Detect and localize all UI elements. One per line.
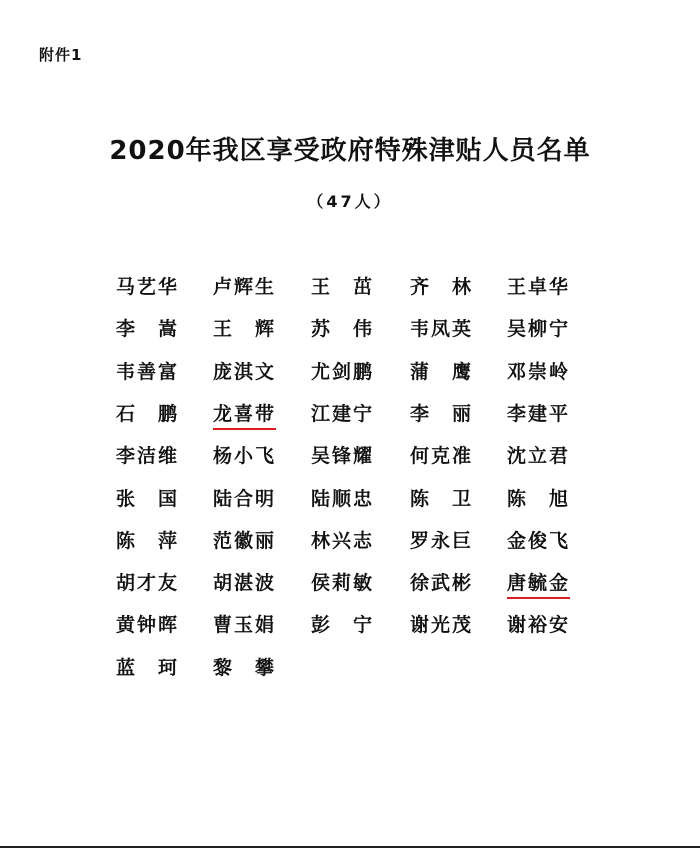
name-entry: 吴柳宁 [507,318,571,340]
name-entry: 胡才友 [116,572,180,594]
name-entry: 彭 宁 [311,614,375,636]
name-entry: 何克准 [410,445,474,467]
page-subtitle: （47人） [307,192,393,211]
name-entry: 范徽丽 [213,530,277,552]
name-entry: 曹玉娟 [213,614,277,636]
name-entry: 石 鹏 [116,403,180,425]
name-entry: 侯莉敏 [311,572,375,594]
name-entry: 张 国 [116,488,180,510]
name-entry: 蒲 鹰 [410,361,474,383]
name-entry: 苏 伟 [311,318,375,340]
attachment-label: 附件1 [39,46,83,64]
name-entry: 卢辉生 [213,276,277,298]
name-entry: 金俊飞 [507,530,571,552]
name-entry: 陈 旭 [507,488,571,510]
name-entry: 陈 卫 [410,488,474,510]
name-entry: 陈 萍 [116,530,180,552]
name-entry: 邓崇岭 [507,361,571,383]
name-entry: 王 辉 [213,318,277,340]
name-entry: 李建平 [507,403,571,425]
name-entry: 林兴志 [311,530,375,552]
name-entry: 韦善富 [116,361,180,383]
name-entry: 胡湛波 [213,572,277,594]
name-entry: 尤剑鹏 [311,361,375,383]
name-entry: 李洁维 [116,445,180,467]
name-entry: 罗永巨 [410,530,474,552]
name-entry: 李 嵩 [116,318,180,340]
name-entry: 黄钟晖 [116,614,180,636]
name-entry: 黎 攀 [213,657,277,679]
name-entry: 谢裕安 [507,614,571,636]
name-entry: 齐 林 [410,276,474,298]
name-entry: 吴锋耀 [311,445,375,467]
name-entry: 谢光茂 [410,614,474,636]
name-entry: 马艺华 [116,276,180,298]
name-entry: 庞淇文 [213,361,277,383]
name-entry: 王卓华 [507,276,571,298]
name-entry: 唐毓金 [507,572,570,599]
name-entry: 江建宁 [311,403,375,425]
bottom-rule [0,846,700,848]
name-entry: 李 丽 [410,403,474,425]
page-title: 2020年我区享受政府特殊津贴人员名单 [109,136,591,166]
name-entry: 王 茁 [311,276,375,298]
name-entry: 蓝 珂 [116,657,180,679]
name-entry: 陆顺忠 [311,488,375,510]
name-entry: 杨小飞 [213,445,277,467]
name-entry: 陆合明 [213,488,277,510]
name-entry: 沈立君 [507,445,571,467]
name-entry: 韦凤英 [410,318,474,340]
name-entry: 徐武彬 [410,572,474,594]
name-entry: 龙喜带 [213,403,276,430]
